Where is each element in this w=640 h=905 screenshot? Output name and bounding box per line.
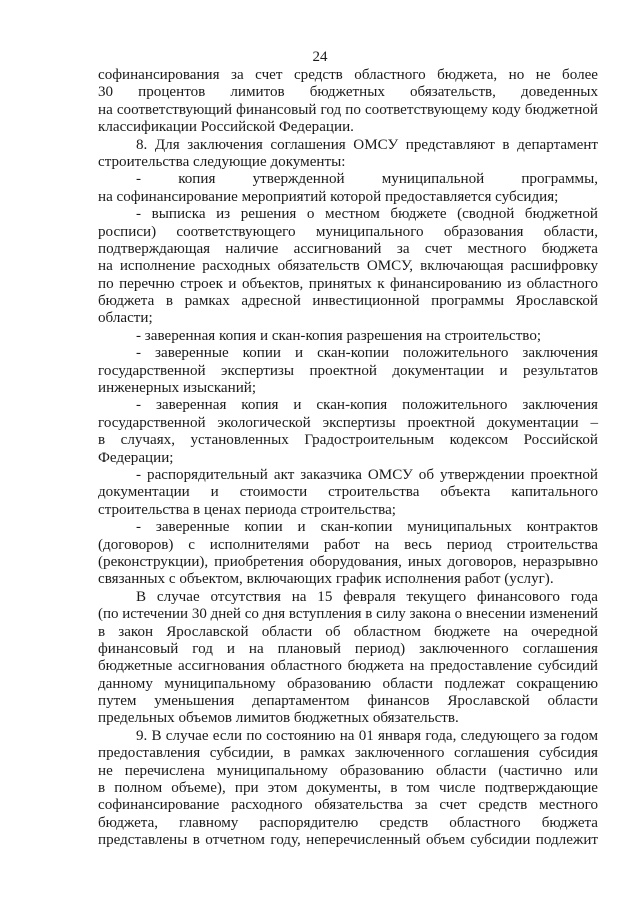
text-line: - заверенная копия и скан-копия разрешения на строительство; [136, 327, 542, 344]
text-line: софинансирования за счет средств областного бюджета, но не более [98, 67, 598, 83]
text-line: - заверенные копии и скан-копии положительного заключения [136, 345, 598, 362]
text-line: на исполнение расходных обязательств ОМСУ, включающая расшифровку [98, 258, 598, 275]
text-line: - заверенная копия и скан-копия положительного заключения [136, 397, 598, 414]
text-line: классификации Российской Федерации. [98, 119, 354, 136]
text-line: инженерных изысканий; [98, 380, 257, 397]
text-line: в полном объеме), при этом документы, в том числе подтверждающие [98, 780, 598, 797]
text-line: государственной экологической экспертизы проектной документации – [98, 414, 598, 431]
text-line: - выписка из решения о местном бюджете (сводной бюджетной [136, 206, 598, 223]
text-line: данному муниципальному образованию области подлежат сокращению [98, 675, 598, 692]
text-line: софинансирование расходного обязательства за счет средств местного [98, 797, 598, 814]
text-line: 30 процентов лимитов бюджетных обязательств, доведенных [98, 84, 598, 101]
text-line: по перечню строек и объектов, принятых к финансированию из областного [98, 275, 598, 292]
text-line: на соответствующий финансовый год по соответствующему коду бюджетной [98, 101, 598, 118]
document-body [98, 67, 598, 850]
text-line: (договоров) с исполнителями работ на весь период строительства [98, 536, 598, 553]
text-line: в случаях, установленных Градостроительным кодексом Российской [98, 432, 598, 449]
text-line: (по истечении 30 дней со дня вступления в силу закона о внесении изменений [98, 606, 598, 623]
text-line: 8. Для заключения соглашения ОМСУ представляют в департамент [136, 136, 598, 153]
text-line: на софинансирование мероприятий которой предоставляется субсидия; [98, 188, 559, 205]
text-line: - заверенные копии и скан-копии муниципальных контрактов [136, 519, 598, 536]
text-line: связанных с объектом, включающих график исполнения работ (услуг). [98, 571, 554, 588]
page-number: 24 [312, 49, 328, 65]
text-line: бюджета в рамках адресной инвестиционной программы Ярославской [98, 293, 598, 310]
text-line: (реконструкции), приобретения оборудования, иных договоров, неразрывно [98, 553, 598, 570]
text-line: предельных объемов лимитов бюджетных обязательств. [98, 710, 459, 727]
text-line: росписи) соответствующего муниципального образования области, [98, 223, 598, 240]
text-line: 9. В случае если по состоянию на 01 января года, следующего за годом [136, 727, 598, 744]
text-line: бюджета, главному распорядителю средств областного бюджета [98, 814, 598, 831]
text-line: В случае отсутствия на 15 февраля текущего финансового года [136, 588, 598, 605]
text-line: - распорядительный акт заказчика ОМСУ об утверждении проектной [136, 466, 598, 483]
text-line: в закон Ярославской области об областном бюджете на очередной [98, 623, 598, 640]
text-line: области; [98, 310, 153, 327]
text-line: бюджетные ассигнования областного бюджета на предоставление субсидий [98, 658, 598, 675]
text-line: - копия утвержденной муниципальной программы, [136, 171, 598, 188]
text-line: представлены в отчетном году, неперечисленный объем субсидии подлежит [98, 832, 598, 849]
text-line: Федерации; [98, 449, 174, 466]
text-line: путем уменьшения департаментом финансов Ярославской области [98, 693, 598, 710]
text-line: предоставления субсидии, в рамках заключенного соглашения субсидия [98, 745, 598, 762]
text-line: подтверждающая наличие ассигнований за счет местного бюджета [98, 240, 598, 257]
text-line: документации и стоимости строительства объекта капитального [98, 484, 598, 501]
text-line: не перечислена муниципальному образованию области (частично или [98, 762, 598, 779]
text-line: государственной экспертизы проектной документации и результатов [98, 362, 598, 379]
text-line: финансовый год и на плановый период) заключенного соглашения [98, 640, 598, 657]
text-line: строительства в ценах периода строительства; [98, 501, 396, 518]
text-line: строительства следующие документы: [98, 153, 346, 170]
